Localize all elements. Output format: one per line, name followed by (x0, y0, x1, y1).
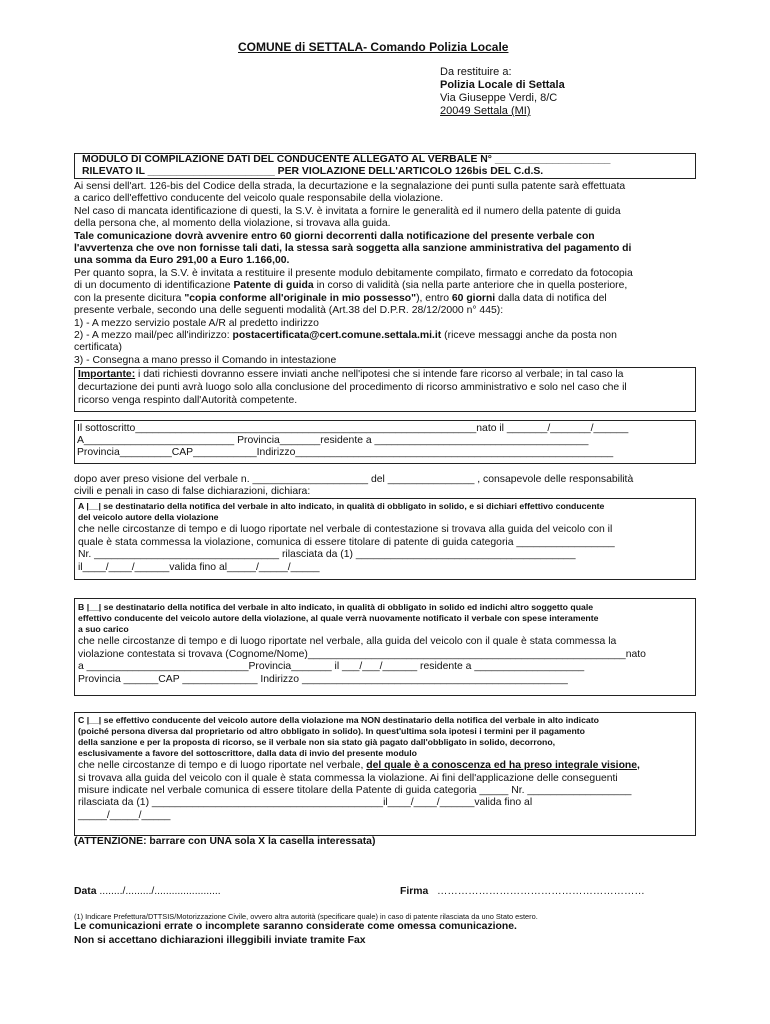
method-3: 3) - Consegna a mano presso il Comando in intestazione (74, 355, 337, 366)
identity-line[interactable]: A__________________________ Provincia_______residente a _____________________________________ (77, 435, 589, 446)
verbal-line: civili e penali in caso di false dichiarazioni, dichiara: (74, 486, 311, 497)
intro-line: presente verbale, secondo una delle seguenti modalità (Art.38 del D.P.R. 28/12/2000 n° 445): (74, 305, 504, 316)
return-city: 20049 Settala (MI) (440, 105, 531, 117)
footnote: (1) Indicare Prefettura/DTTSIS/Motorizzazione Civile, ovvero altra autorità (specificare quale) in caso di patente rilasciata da uno Stato estero. (74, 912, 538, 921)
section-a-line: che nelle circostanze di tempo e di luogo riportate nel verbale di contestazione si trovava alla guida del veicolo con il (78, 524, 613, 535)
section-a-checkbox[interactable]: A |__| se destinatario della notifica del verbale in alto indicato, in qualità di obbligato in solido, e si dichiari effettivo conducente (78, 501, 605, 511)
important-line: ricorso venga respinto dall'Autorità competente. (78, 395, 298, 406)
warning-line: Non si accettano dichiarazioni illeggibili inviate tramite Fax (74, 935, 366, 946)
intro-line: con la presente dicitura "copia conforme all'originale in mio possesso"), entro 60 giorni dalla data di notifica del (74, 293, 607, 304)
return-name: Polizia Locale di Settala (440, 79, 565, 91)
section-c-checkbox[interactable]: C |__| se effettivo conducente del veicolo autore della violazione ma NON destinatario della notifica del verbale in alto indicato (78, 715, 599, 725)
section-b-line[interactable]: a ____________________________Provincia_______ il ___/___/______ residente a ___________________ (78, 661, 585, 672)
section-a-line[interactable]: Nr. ________________________________ rilasciata da (1) ______________________________________ (78, 549, 576, 560)
signature-field[interactable]: Firma …………………………………………………… (400, 886, 645, 897)
intro-line: di un documento di identificazione Patente di guida in corso di validità (sia nella parte anteriore che in quella posteriore, (74, 280, 628, 291)
intro-line: a carico dell'effettivo conducente del veicolo quale responsabile della violazione. (74, 193, 444, 204)
page-title: COMUNE di SETTALA- Comando Polizia Locale (238, 40, 509, 54)
method-2: 2) - A mezzo mail/pec all'indirizzo: postacertificata@cert.comune.settala.mi.it (riceve messaggi anche da posta non (74, 330, 617, 341)
section-c-heading: (poiché persona diversa dal proprietario od altro obbligato in solido). In quest'ultima sola ipotesi i termini per il pagamento (78, 726, 585, 736)
intro-line: della persona che, al momento della violazione, si trovava alla guida. (74, 218, 391, 229)
warning-line: Le comunicazioni errate o incomplete saranno considerate come omessa comunicazione. (74, 921, 517, 932)
intro-line: Ai sensi dell'art. 126-bis del Codice della strada, la decurtazione e la segnalazione dei punti sulla patente sarà effettuata (74, 181, 626, 192)
section-a-line[interactable]: quale è stata commessa la violazione, comunica di essere titolare di patente di guida categoria _________________ (78, 537, 615, 548)
section-a-line[interactable]: il____/____/______valida fino al_____/_____/_____ (78, 562, 320, 573)
return-label: Da restituire a: (440, 66, 512, 78)
form-title-line2: RILEVATO IL ______________________ PER VIOLAZIONE DELL'ARTICOLO 126bis DEL C.d.S. (82, 166, 544, 177)
section-b-line[interactable]: violazione contestata si trovava (Cognome/Nome)_______________________________________________________nato (78, 649, 646, 660)
verbal-line[interactable]: dopo aver preso visione del verbale n. ____________________ del _______________ , consapevole delle responsabilità (74, 474, 634, 485)
identity-line[interactable]: Il sottoscritto___________________________________________________________nato il _______/_______/______ (77, 423, 629, 434)
important-label: Importante: (78, 369, 136, 380)
important-line: decurtazione dei punti avrà luogo solo alla conclusione del procedimento di ricorso amministrativo e solo nel caso che il (78, 382, 627, 393)
intro-line-bold: Tale comunicazione dovrà avvenire entro 60 giorni decorrenti dalla notificazione del presente verbale con (74, 231, 595, 242)
method-2-cont: certificata) (74, 342, 122, 353)
intro-line: Per quanto sopra, la S.V. è invitata a restituire il presente modulo debitamente compilato, firmato e corredato da fotocopia (74, 268, 633, 279)
section-c-line: si trovava alla guida del veicolo con il quale è stata commessa la violazione. Ai fini dell'applicazione delle conseguenti (78, 773, 618, 784)
section-c-line: che nelle circostanze di tempo e di luogo riportate nel verbale, del quale è a conoscenza ed ha preso integrale visione, (78, 760, 640, 771)
section-b-heading: a suo carico (78, 624, 129, 634)
identity-line[interactable]: Provincia_________CAP___________Indirizzo_______________________________________________________ (77, 447, 614, 458)
form-title-line1: MODULO DI COMPILAZIONE DATI DEL CONDUCENTE ALLEGATO AL VERBALE N° ____________________ (82, 154, 611, 165)
section-c-line[interactable]: rilasciata da (1) ________________________________________il____/____/______valida fino al (78, 797, 533, 808)
section-c-line[interactable]: _____/_____/_____ (78, 810, 171, 821)
method-1: 1) - A mezzo servizio postale A/R al predetto indirizzo (74, 318, 319, 329)
date-field[interactable]: Data ......../........./....................... (74, 886, 221, 897)
section-b-line[interactable]: Provincia ______CAP _____________ Indirizzo ______________________________________________ (78, 674, 568, 685)
intro-line-bold: l'avvertenza che ove non fornisse tali dati, la stessa sarà soggetta alla sanzione amministrativa del pagamento di (74, 243, 632, 254)
attention-note: (ATTENZIONE: barrare con UNA sola X la casella interessata) (74, 836, 376, 847)
intro-line-bold: una somma da Euro 291,00 a Euro 1.166,00. (74, 255, 290, 266)
section-c-heading: della sanzione e per la proposta di ricorso, se il verbale non sia stato già pagato dall'obbligato in solido, decorrono, (78, 737, 556, 747)
section-c-line[interactable]: misure indicate nel verbale comunica di essere titolare della Patente di guida categoria _____ Nr. __________________ (78, 785, 632, 796)
return-street: Via Giuseppe Verdi, 8/C (440, 92, 558, 104)
section-b-line: che nelle circostanze di tempo e di luogo riportate nel verbale, alla guida del veicolo con il quale è stata commessa la (78, 636, 617, 647)
intro-line: Nel caso di mancata identificazione di questi, la S.V. è invitata a fornire le generalità ed il numero della patente di guida (74, 206, 621, 217)
section-c-heading: esclusivamente a favore del sottoscrittore, dalla data di invio del presente modulo (78, 748, 417, 758)
section-b-heading: effettivo conducente del veicolo autore della violazione, al quale verrà nuovamente notificato il verbale con spese interamente (78, 613, 599, 623)
important-line: Importante: i dati richiesti dovranno essere inviati anche nell'ipotesi che si intende fare ricorso al verbale; in tal caso la (78, 369, 624, 380)
section-a-heading: del veicolo autore della violazione (78, 512, 219, 522)
section-b-checkbox[interactable]: B |__| se destinatario della notifica del verbale in alto indicato, in qualità di obbligato in solido ed indichi altro soggetto quale (78, 602, 594, 612)
